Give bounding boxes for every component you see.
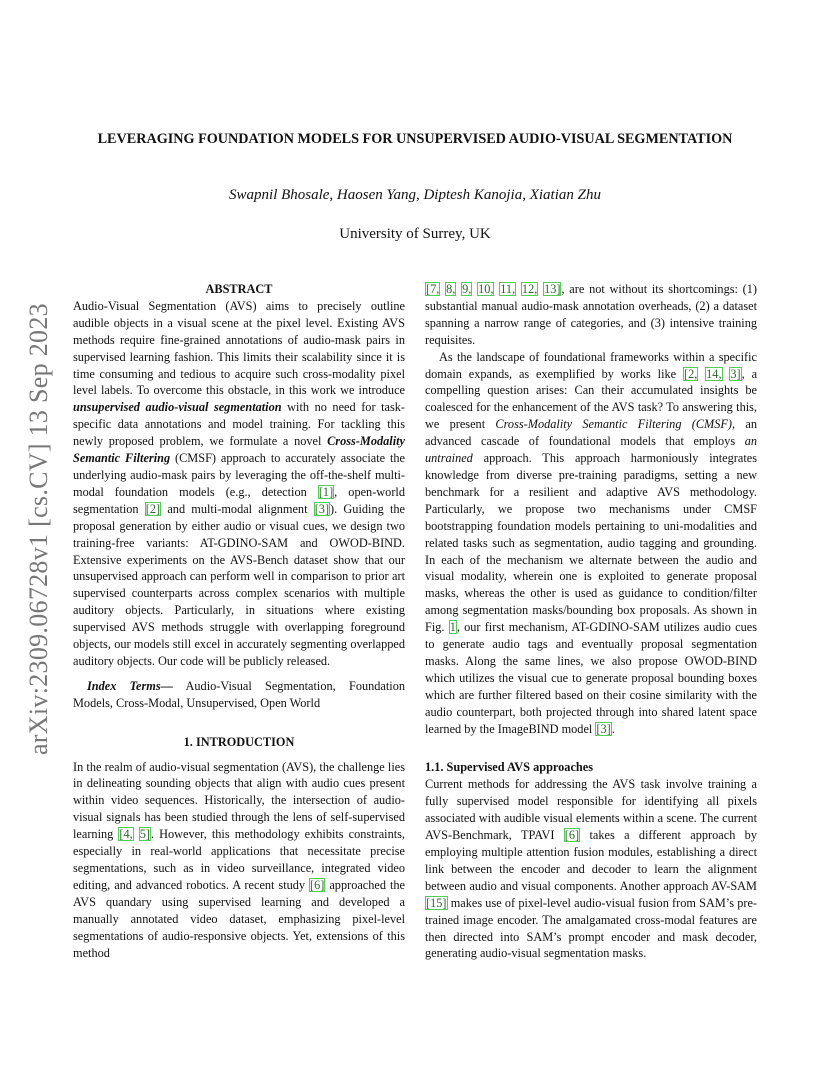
index-terms-label: Index Terms— (87, 678, 173, 693)
introduction-heading: 1. INTRODUCTION (183, 734, 295, 749)
citation-link[interactable]: [7, (426, 282, 440, 296)
affiliation: University of Surrey, UK (339, 226, 491, 242)
abstract-body: Audio-Visual Segmentation (AVS) aims to precisely outline audible objects in a visual scene at the pixel level. Existing AVS methods require fine-grained annotations of audio-mask pairs in supervised learning fashion. This limits their scalability since it is time consuming and tedious to acquire such cross-modality pixel level labels. To overcome this obstacle, in this work we introduce unsupervised audio-visual segmentation with no need for task-specific data annotations and model training. For tackling this newly proposed problem, we formulate a novel Cross-Modality Semantic Filtering (CMSF) approach to accurately associate the underlying audio-mask pairs by leveraging the off-the-shelf multi-modal foundation models (e.g., detection [1], open-world segmentation [2] and multi-modal alignment [3]). Guiding the proposal generation by either audio or visual cues, we design two training-free variants: AT-GDINO-SAM and OWOD-BIND. Extensive experiments on the AVS-Bench dataset show that our unsupervised approach can perform well in comparison to prior art supervised counterparts across complex scenarios with multiple auditory objects. Particularly, in situations where existing supervised AVS methods struggle with overlapping foreground objects, our models still excel in accurately segmenting overlapped auditory objects. Our code will be publicly released. (73, 298, 406, 668)
citation-link[interactable]: [2] (145, 501, 161, 516)
citation-link[interactable]: 3] (730, 366, 741, 381)
right-column (425, 281, 757, 962)
citation-link[interactable]: [15] (426, 895, 447, 910)
citation-link[interactable]: [6] (310, 877, 325, 892)
citation-link[interactable]: [2, (683, 366, 698, 381)
citation-link[interactable]: 11, (500, 282, 516, 296)
emphasis: Cross-Modality Semantic Filtering (CMSF) (495, 417, 733, 432)
citation-link[interactable]: 10, (478, 282, 494, 296)
index-terms: Index Terms— Audio-Visual Segmentation, Foundation Models, Cross-Modal, Unsupervised, Open World (73, 678, 405, 710)
intro-continued-paragraph: [7, 8, 9, 10, 11, 12, 13], are not without its shortcomings: (1) substantial manual audio-mask annotation overheads, (2) a dataset spanning a narrow range of categories, and (3) intensive training requisites. (425, 282, 758, 347)
paper-title: LEVERAGING FOUNDATION MODELS FOR UNSUPERVISED AUDIO-VISUAL SEGMENTATION (97, 131, 733, 147)
introduction-body: In the realm of audio-visual segmentation (AVS), the challenge lies in delineating sounding objects that align with audio cues present within video sequences. Historically, the intersection of audio-visual signals has been studied through the lens of self-supervised learning [4, 5]. However, this methodology exhibits constraints, especially in real-world applications that necessitate precise segmentations, such as in video surveillance, integrated video editing, and advanced robotics. A recent study [6] approached the AVS quandary using supervised learning and developed a manually annotated video dataset, emphasizing pixel-level segmentations of audio-responsive objects. Yet, extensions of this method (73, 759, 406, 960)
citation-link[interactable]: [6] (564, 828, 580, 843)
subsection-heading: 1.1. Supervised AVS approaches (425, 760, 593, 775)
author-list: Swapnil Bhosale, Haosen Yang, Diptesh Kanojia, Xiatian Zhu (229, 187, 601, 203)
cmsf-paragraph: As the landscape of foundational frameworks within a specific domain expands, as exemplified by works like [2, 14, 3], a compelling question arises: Can their accumulated insights be coalesced for the enhancement of the AVS task? To answering this, we present Cross-Modality Semantic Filtering (CMSF), an advanced cascade of foundational models that employs an untrained approach. This approach harmoniously integrates knowledge from diverse pre-training paradigms, setting a new benchmark for a resilient and adaptive AVS methodology. Particularly, we propose two mechanisms under CMSF bootstrapping foundation models pertaining to uni-modalities and related tasks such as segmentation, audio tagging and grounding. In each of the mechanism we alternate between the audio and visual modality, wherein one is exploited to generate proposal masks, whereas the other is used as guidance to condition/filter among segmentation masks/bounding box proposals. As shown in Fig. 1, our first mechanism, AT-GDINO-SAM utilizes audio cues to generate audio tags and eventually proposal segmentation masks. Along the same lines, we also propose OWOD-BIND which utilizes the visual cue to generate proposal bounding boxes which are further filtered based on their cosine similarity with the audio counterpart, both projected through into shared latent space learned by the ImageBIND model [3]. (425, 349, 758, 736)
citation-link[interactable]: [4, (119, 827, 133, 842)
citation-link[interactable]: 5] (139, 827, 151, 842)
emphasis: Cross-Modality Semantic Filtering (73, 434, 405, 466)
citation-link[interactable]: 13] (544, 282, 561, 296)
emphasis: unsupervised audio-visual segmentation (73, 400, 282, 415)
citation-link[interactable]: [3] (314, 501, 330, 516)
citation-link[interactable]: 12, (521, 282, 538, 296)
supervised-avs-paragraph: Current methods for addressing the AVS task involve training a fully supervised model responsible for identifying all pixels associated with audible visual elements within a scene. The current AVS-Benchmark, TPAVI [6] takes a different approach by employing multiple attention fusion modules, establishing a direct link between the encoder and decoder to learn the alignment between audio and visual components. Another approach AV-SAM [15] makes use of pixel-level audio-visual fusion from SAM’s pre-trained image encoder. The amalgamated cross-modal features are then directed into SAM’s prompt encoder and mask decoder, generating audio-visual segmentation masks. (425, 777, 757, 961)
citation-link[interactable]: 14, (706, 366, 722, 381)
abstract-heading: ABSTRACT (205, 282, 273, 296)
citation-link[interactable]: 9, (462, 282, 472, 296)
citation-link[interactable]: [1] (318, 484, 334, 499)
emphasis: an untrained (425, 434, 757, 466)
arxiv-identifier: arXiv:2309.06728v1 [cs.CV] 13 Sep 2023 (24, 303, 53, 755)
left-column (73, 281, 405, 961)
figure-link[interactable]: 1 (449, 620, 456, 635)
citation-link[interactable]: 8, (446, 282, 456, 296)
citation-link[interactable]: [3] (596, 721, 611, 736)
